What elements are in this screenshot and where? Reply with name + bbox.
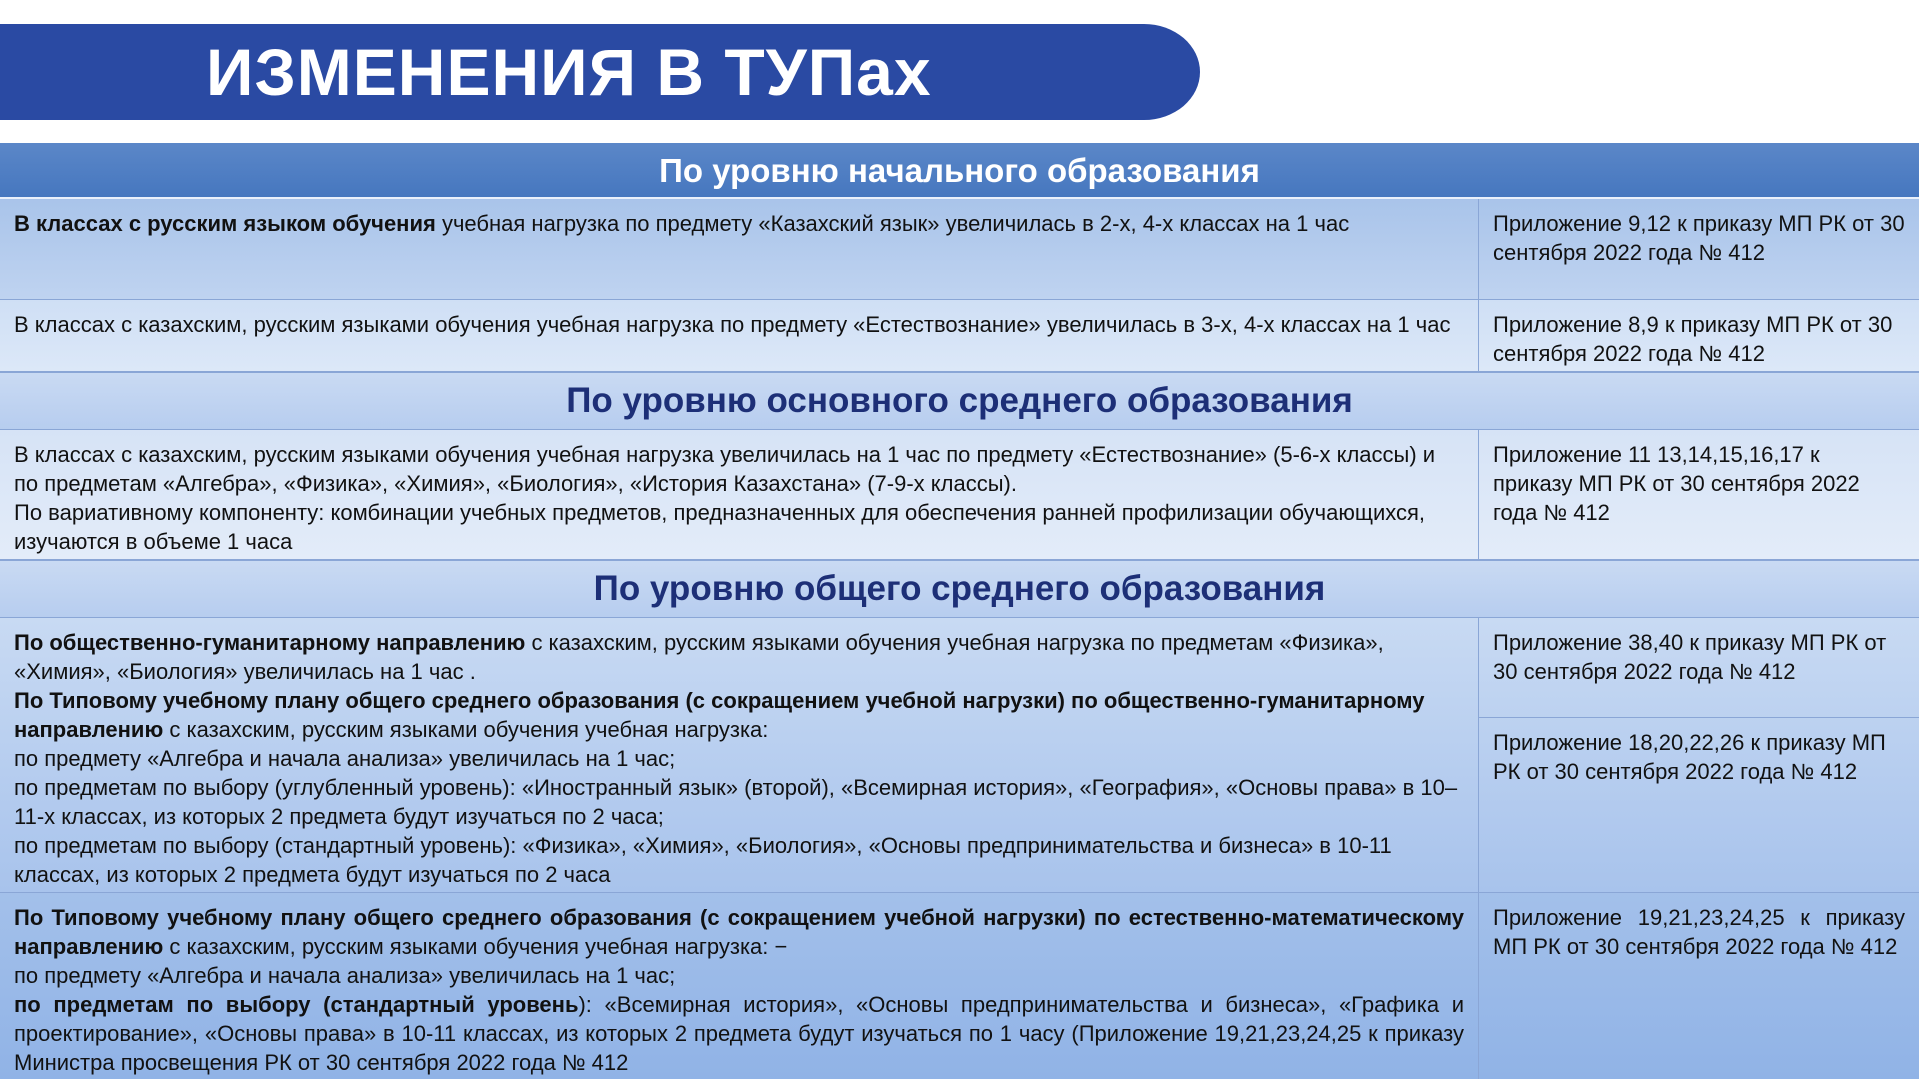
row-reference: Приложение 19,21,23,24,25 к приказу МП РК от 30 сентября 2022 года № 412 [1493, 905, 1905, 959]
row-text: с казахским, русским языками обучения учебная нагрузка: [163, 717, 769, 742]
row-line [14, 628, 1464, 686]
row-line: В классах с казахским, русским языками обучения учебная нагрузка увеличилась на 1 час по предмету «Естествознание» (5-6-х классы) и по предметам «Алгебра», «Физика», «Химия», «Биология», «История Казахстана» (7-9-х классы). [14, 442, 1436, 496]
row-reference: Приложение 18,20,22,26 к приказу МП РК от 30 сентября 2022 года № 412 [1493, 730, 1886, 784]
row-line: По вариативному компоненту: комбинации учебных предметов, предназначенных для обеспечения ранней профилизации обучающихся, изучаются в объеме 1 часа [14, 500, 1426, 554]
row-line: по предметам по выбору (углубленный уровень): «Иностранный язык» (второй), «Всемирная история», «География», «Основы права» в 10–11-х классах, из которых 2 предмета будут изучаться по 2 часа; [14, 775, 1458, 829]
row-text: ): «Всемирная история», «Основы предпринимательства и бизнеса», «Графика и проектирование», «Основы права» в 10-11 классах, из которых 2 предмета будут изучаться по 1 часу (Приложение 19,21,23,24,25 к приказу Министра просвещения РК от 30 сентября 2022 года № 412 [14, 992, 1464, 1075]
row-emphasis: По общественно-гуманитарному направлению [14, 630, 526, 655]
row-reference: Приложение 38,40 к приказу МП РК от 30 сентября 2022 года № 412 [1479, 618, 1919, 718]
row-reference-group [1479, 618, 1919, 892]
row-line: по предмету «Алгебра и начала анализа» увеличилась на 1 час; [14, 746, 676, 771]
row-text: с казахским, русским языками обучения учебная нагрузка по предметам «Физика», «Химия», «Биология» увеличилась на 1 час . [14, 630, 1384, 684]
row-line: по предмету «Алгебра и начала анализа» увеличилась на 1 час; [14, 963, 676, 988]
row-emphasis: По Типовому учебному плану общего среднего образования (с сокращением учебной нагрузки) по общественно-гуманитарному направлению [14, 688, 1425, 742]
row-emphasis: по предметам по выбору (стандартный уровень [14, 992, 579, 1017]
row-line [14, 990, 1464, 1077]
row-emphasis: По Типовому учебному плану общего среднего образования (с сокращением учебной нагрузки) по естественно-математическому направлению [14, 905, 1464, 959]
row-line: по предметам по выбору (стандартный уровень): «Физика», «Химия», «Биология», «Основы предпринимательства и бизнеса» в 10-11 классах, из которых 2 предмета будут изучаться по 2 часа [14, 833, 1392, 887]
page-title: ИЗМЕНЕНИЯ В ТУПах [206, 35, 932, 109]
section-header-primary: По уровню начального образования [0, 143, 1919, 199]
row-reference: Приложение 11 13,14,15,16,17 к приказу МП РК от 30 сентября 2022 года № 412 [1493, 442, 1860, 525]
row-text: учебная нагрузка по предмету «Казахский язык» увеличилась в 2-х, 4-х классах на 1 час [435, 211, 1350, 236]
row-reference: Приложение 8,9 к приказу МП РК от 30 сентября 2022 года № 412 [1493, 312, 1893, 366]
row-reference: Приложение 9,12 к приказу МП РК от 30 сентября 2022 года № 412 [1493, 211, 1905, 265]
section-header-general-secondary: По уровню общего среднего образования [0, 560, 1919, 618]
row-line [14, 903, 1464, 961]
row-description [0, 618, 1479, 892]
row-line [14, 686, 1464, 744]
row-emphasis: В классах с русским языком обучения [14, 211, 436, 236]
row-description [0, 430, 1479, 559]
section-header-basic-secondary: По уровню основного среднего образования [0, 372, 1919, 430]
table-row [0, 893, 1919, 1079]
row-text: с казахским, русским языками обучения учебная нагрузка: − [163, 934, 788, 959]
row-description [0, 199, 1479, 299]
row-description [0, 893, 1479, 1079]
table-row [0, 199, 1919, 300]
table-row [0, 300, 1919, 372]
table-row [0, 430, 1919, 560]
table-row [0, 618, 1919, 893]
row-description: В классах с казахским, русским языками обучения учебная нагрузка по предмету «Естествознание» увеличилась в 3-х, 4-х классах на 1 час [0, 300, 1479, 371]
title-banner [0, 24, 1200, 120]
changes-table [0, 143, 1919, 1079]
